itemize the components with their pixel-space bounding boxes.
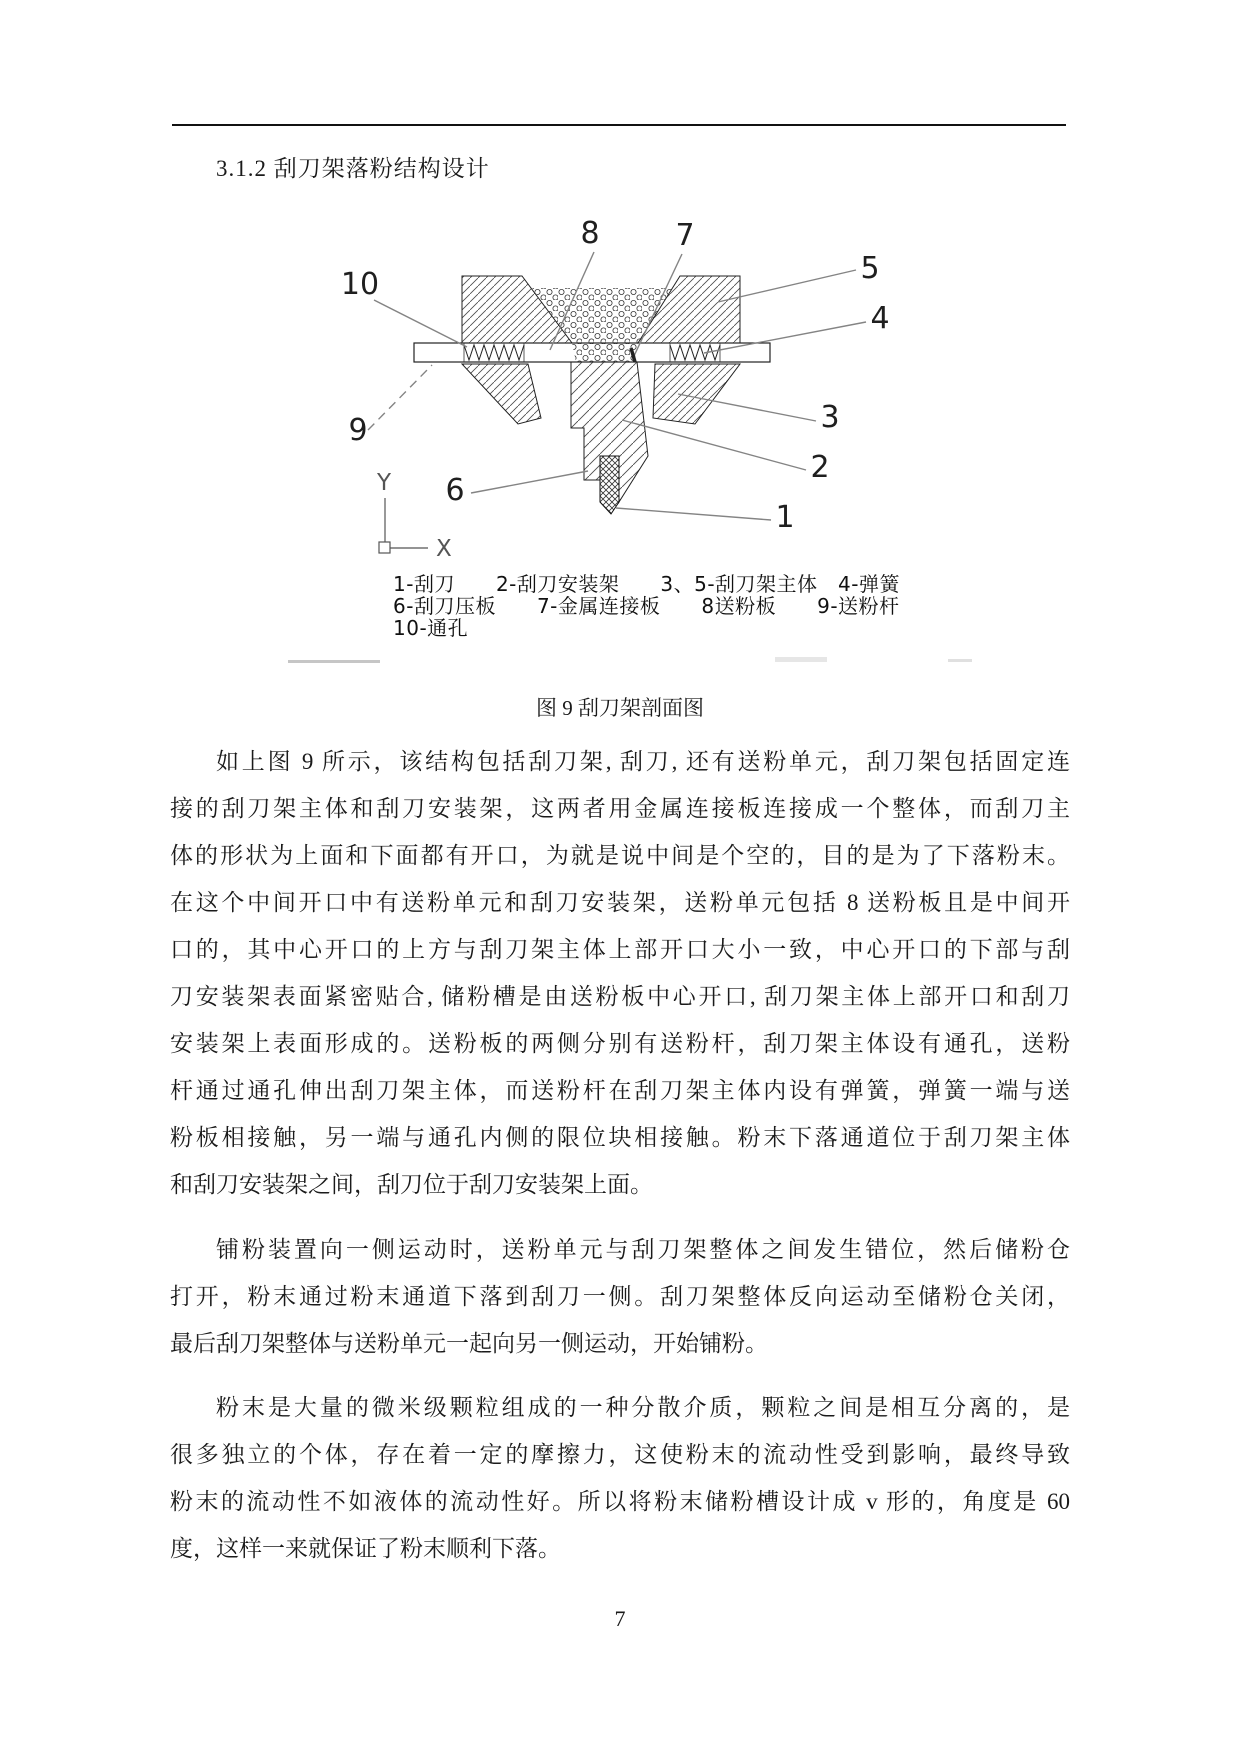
body-text-line: 刀安装架表面紧密贴合, 储粉槽是由送粉板中心开口, 刮刀架主体上部开口和刮刀 <box>170 984 1070 1009</box>
leader-2 <box>622 420 806 470</box>
header-rule <box>172 124 1066 126</box>
body-text-line: 接的刮刀架主体和刮刀安装架，这两者用金属连接板连接成一个整体，而刮刀主 <box>170 796 1070 821</box>
figure-scraper-section-diagram <box>270 190 970 670</box>
xy-axis-icon <box>379 498 428 553</box>
leader-9 <box>368 365 432 430</box>
leader-1 <box>616 508 771 520</box>
body-text-line: 体的形状为上面和下面都有开口，为就是说中间是个空的，目的是为了下落粉末。 <box>170 843 1070 868</box>
body-text-line: 度，这样一来就保证了粉末顺利下落。 <box>170 1536 561 1561</box>
body-text-line: 粉末是大量的微米级颗粒组成的一种分散介质，颗粒之间是相互分离的，是 <box>216 1395 1070 1420</box>
body-text-line: 安装架上表面形成的。送粉板的两侧分别有送粉杆，刮刀架主体设有通孔，送粉 <box>170 1031 1070 1056</box>
figure-label-2: 2 <box>810 450 830 485</box>
diagram-svg <box>270 190 970 670</box>
figure-legend-line-1: 1-刮刀 2-刮刀安装架 3、5-刮刀架主体 4-弹簧 <box>393 572 900 596</box>
figure-caption: 图 9 刮刀架剖面图 <box>536 696 704 720</box>
axis-x-label: X <box>436 536 452 562</box>
body-text-line: 很多独立的个体，存在着一定的摩擦力，这使粉末的流动性受到影响，最终导致 <box>170 1442 1070 1467</box>
page-number: 7 <box>614 1606 626 1631</box>
figure-label-9: 9 <box>348 413 368 448</box>
axis-y-label: Y <box>377 470 392 496</box>
body-text-line: 打开，粉末通过粉末通道下落到刮刀一侧。刮刀架整体反向运动至储粉仓关闭， <box>170 1284 1070 1309</box>
figure-label-8: 8 <box>580 216 600 251</box>
figure-legend-line-3: 10-通孔 <box>393 616 469 640</box>
scan-artifact-smudge-2 <box>948 659 972 662</box>
figure-label-4: 4 <box>870 301 890 336</box>
holder-body-lower-left <box>462 364 541 424</box>
leader-10 <box>374 300 467 347</box>
body-text-line: 最后刮刀架整体与送粉单元一起向另一侧运动，开始铺粉。 <box>170 1331 768 1356</box>
scan-artifact-line <box>288 660 380 663</box>
body-text-line: 口的，其中心开口的上方与刮刀架主体上部开口大小一致，中心开口的下部与刮 <box>170 937 1070 962</box>
figure-label-6: 6 <box>445 473 465 508</box>
figure-label-3: 3 <box>820 400 840 435</box>
paragraph-3 <box>170 1384 1070 1572</box>
body-text-line: 铺粉装置向一侧运动时，送粉单元与刮刀架整体之间发生错位，然后储粉仓 <box>216 1237 1070 1262</box>
scan-artifact-smudge <box>775 657 827 662</box>
body-text-line: 在这个中间开口中有送粉单元和刮刀安装架，送粉单元包括 8 送粉板且是中间开 <box>170 890 1070 915</box>
body-text-line: 粉末的流动性不如液体的流动性好。所以将粉末储粉槽设计成 v 形的，角度是 60 <box>170 1489 1070 1514</box>
figure-label-10: 10 <box>340 267 380 302</box>
body-text-line: 杆通过通孔伸出刮刀架主体，而送粉杆在刮刀架主体内设有弹簧，弹簧一端与送 <box>170 1078 1070 1103</box>
body-text-line: 粉板相接触，另一端与通孔内侧的限位块相接触。粉末下落通道位于刮刀架主体 <box>170 1125 1070 1150</box>
paragraph-1 <box>170 738 1070 1208</box>
leader-6 <box>471 471 588 493</box>
figure-legend-line-2: 6-刮刀压板 7-金属连接板 8送粉板 9-送粉杆 <box>393 594 900 618</box>
scraper-blade <box>600 456 619 514</box>
body-text-line: 如上图 9 所示，该结构包括刮刀架, 刮刀, 还有送粉单元，刮刀架包括固定连 <box>216 749 1070 774</box>
figure-label-5: 5 <box>860 251 880 286</box>
section-heading: 3.1.2 刮刀架落粉结构设计 <box>216 156 490 181</box>
body-text-line: 和刮刀安装架之间，刮刀位于刮刀安装架上面。 <box>170 1172 653 1197</box>
figure-label-7: 7 <box>675 218 695 253</box>
figure-label-1: 1 <box>775 500 795 535</box>
holder-body-lower-right <box>653 364 740 424</box>
paragraph-2 <box>170 1226 1070 1367</box>
